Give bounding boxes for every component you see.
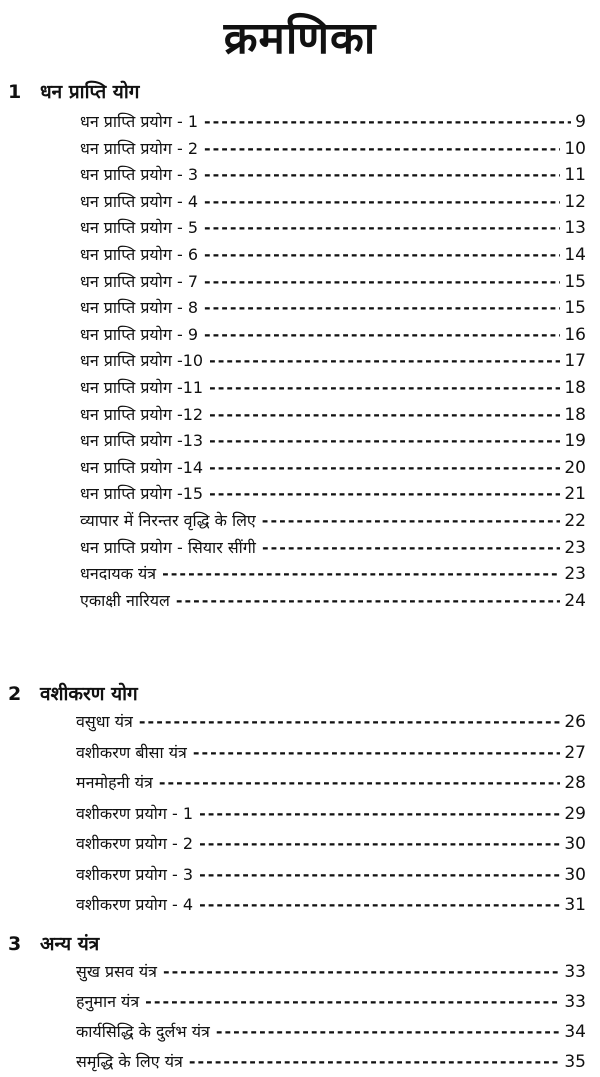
toc-entry-page: 15 <box>564 298 586 319</box>
toc-entry-page: 35 <box>564 1052 586 1072</box>
section-number: 3 <box>8 933 22 955</box>
toc-entry-label: धन प्राप्ति प्रयोग - 6 <box>80 245 198 264</box>
toc-entry <box>80 507 586 535</box>
toc-entry-page: 23 <box>564 537 586 558</box>
toc-entry-page: 33 <box>564 962 586 982</box>
section-title: अन्य यंत्र <box>40 933 100 955</box>
dot-leader <box>199 830 560 858</box>
toc-entry-label: धन प्राप्ति प्रयोग - 7 <box>80 271 198 291</box>
toc-entry-page: 21 <box>564 484 586 505</box>
toc-entry-label: सुख प्रसव यंत्र <box>76 962 158 981</box>
toc-entry <box>80 161 586 189</box>
toc-entry-label: धन प्राप्ति प्रयोग -15 <box>80 484 204 504</box>
toc-entry <box>80 347 586 375</box>
toc-entry <box>76 1048 586 1076</box>
dot-leader <box>209 347 560 375</box>
toc-entry-page: 11 <box>564 165 586 186</box>
toc-entry <box>80 454 586 482</box>
toc-entry-label: हनुमान यंत्र <box>76 992 140 1011</box>
toc-entry-label: धन प्राप्ति प्रयोग - 5 <box>80 218 198 238</box>
toc-entry <box>80 401 586 429</box>
section-number: 1 <box>8 81 22 103</box>
toc-entry-label: धन प्राप्ति प्रयोग -13 <box>80 431 204 451</box>
dot-leader <box>262 534 560 562</box>
dot-leader <box>193 739 561 767</box>
toc-entry-page: 28 <box>564 773 586 793</box>
toc-entry-page: 13 <box>564 218 586 239</box>
toc-entry-page: 29 <box>564 803 586 824</box>
toc-entry-label: धन प्राप्ति प्रयोग -12 <box>80 404 204 424</box>
toc-entry-page: 24 <box>564 590 586 611</box>
toc-entry-label: धन प्राप्ति प्रयोग - 4 <box>80 191 198 211</box>
dot-leader <box>204 108 571 136</box>
dot-leader <box>139 708 560 736</box>
toc-entry-page: 33 <box>564 992 586 1012</box>
dot-leader <box>209 454 560 482</box>
toc-entry <box>76 830 586 858</box>
dot-leader <box>204 161 560 189</box>
section-heading-1 <box>8 78 139 104</box>
toc-entry <box>80 135 586 163</box>
dot-leader <box>204 241 560 269</box>
toc-entry <box>76 708 586 736</box>
dot-leader <box>204 321 560 349</box>
toc-entry <box>80 214 586 242</box>
section-heading-2 <box>8 680 138 706</box>
toc-entry-label: धनदायक यंत्र <box>80 564 157 584</box>
toc-entry-label: वशीकरण प्रयोग - 1 <box>76 803 194 823</box>
toc-entry-page: 18 <box>564 378 586 398</box>
toc-entry <box>76 800 586 828</box>
toc-entry <box>76 769 586 797</box>
dot-leader <box>209 480 560 508</box>
toc-entry <box>76 739 586 767</box>
dot-leader <box>204 268 560 296</box>
section-title: वशीकरण योग <box>40 683 138 705</box>
toc-entry <box>80 560 586 588</box>
toc-entry-label: कार्यसिद्धि के दुर्लभ यंत्र <box>76 1022 210 1041</box>
toc-entry-page: 14 <box>564 245 586 265</box>
toc-entry-page: 34 <box>564 1022 586 1042</box>
toc-entry-label: धन प्राप्ति प्रयोग - 9 <box>80 324 198 344</box>
dot-leader <box>199 861 560 889</box>
toc-entry-page: 10 <box>564 138 586 159</box>
page-title: क्रमणिका <box>223 13 377 64</box>
toc-entry-page: 22 <box>564 511 586 531</box>
toc-entry-page: 19 <box>564 431 586 452</box>
dot-leader <box>199 800 560 828</box>
toc-entry-page: 18 <box>564 404 586 425</box>
toc-entry-page: 20 <box>564 457 586 478</box>
dot-leader <box>163 958 560 986</box>
toc-entry <box>80 321 586 349</box>
dot-leader <box>209 427 560 455</box>
toc-entry-label: धन प्राप्ति प्रयोग - सियार सींगी <box>80 537 256 557</box>
toc-entry-page: 15 <box>564 271 586 292</box>
dot-leader <box>145 988 560 1016</box>
toc-entry <box>76 1018 586 1046</box>
toc-entry-label: वशीकरण प्रयोग - 2 <box>76 834 194 853</box>
toc-entry-page: 31 <box>564 895 586 915</box>
dot-leader <box>204 214 560 242</box>
dot-leader <box>189 1048 561 1076</box>
toc-entry-label: वशीकरण प्रयोग - 3 <box>76 864 194 884</box>
toc-entry-label: वशीकरण प्रयोग - 4 <box>76 895 194 914</box>
dot-leader <box>204 294 560 322</box>
section-heading-3 <box>8 930 99 956</box>
toc-entry <box>76 958 586 986</box>
dot-leader <box>262 507 561 535</box>
toc-entry <box>80 534 586 562</box>
toc-entry-label: वसुधा यंत्र <box>76 712 133 731</box>
toc-entry <box>80 294 586 322</box>
toc-entry-page: 26 <box>564 712 586 732</box>
section-number: 2 <box>8 683 22 705</box>
toc-entry <box>80 374 586 402</box>
toc-entry-page: 16 <box>564 324 586 345</box>
toc-entry-label: व्यापार में निरन्तर वृद्धि के लिए <box>80 511 256 530</box>
toc-entry <box>80 480 586 508</box>
toc-entry <box>80 108 586 136</box>
dot-leader <box>204 188 560 216</box>
toc-entry-page: 17 <box>564 351 586 372</box>
dot-leader <box>199 891 560 919</box>
toc-entry-label: धन प्राप्ति प्रयोग - 8 <box>80 298 198 318</box>
toc-entry-label: मनमोहनी यंत्र <box>76 773 153 792</box>
toc-entry <box>80 268 586 296</box>
toc-entry-label: धन प्राप्ति प्रयोग -14 <box>80 457 204 477</box>
toc-entry-label: धन प्राप्ति प्रयोग - 2 <box>80 138 198 158</box>
toc-entry-page: 23 <box>564 564 586 585</box>
toc-entry-label: एकाक्षी नारियल <box>80 590 170 610</box>
toc-entry <box>80 188 586 216</box>
dot-leader <box>216 1018 561 1046</box>
toc-entry-page: 9 <box>575 112 586 132</box>
toc-entry-label: धन प्राप्ति प्रयोग -11 <box>80 378 204 397</box>
toc-entry-page: 30 <box>564 864 586 885</box>
toc-entry <box>76 891 586 919</box>
toc-entry <box>76 861 586 889</box>
dot-leader <box>176 587 561 615</box>
toc-entry <box>76 988 586 1016</box>
toc-entry-page: 12 <box>564 191 586 212</box>
toc-entry-page: 27 <box>564 742 586 763</box>
toc-entry-label: धन प्राप्ति प्रयोग - 3 <box>80 165 198 185</box>
toc-entry-label: धन प्राप्ति प्रयोग -10 <box>80 351 204 371</box>
dot-leader <box>204 135 560 163</box>
dot-leader <box>209 401 560 429</box>
toc-entry <box>80 587 586 615</box>
dot-leader <box>162 560 560 588</box>
toc-entry-label: वशीकरण बीसा यंत्र <box>76 742 187 762</box>
dot-leader <box>209 374 560 402</box>
toc-entry <box>80 427 586 455</box>
toc-entry <box>80 241 586 269</box>
section-title: धन प्राप्ति योग <box>40 81 140 103</box>
toc-entry-label: धन प्राप्ति प्रयोग - 1 <box>80 112 198 131</box>
toc-entry-page: 30 <box>564 834 586 854</box>
toc-entry-label: समृद्धि के लिए यंत्र <box>76 1052 183 1071</box>
dot-leader <box>159 769 560 797</box>
